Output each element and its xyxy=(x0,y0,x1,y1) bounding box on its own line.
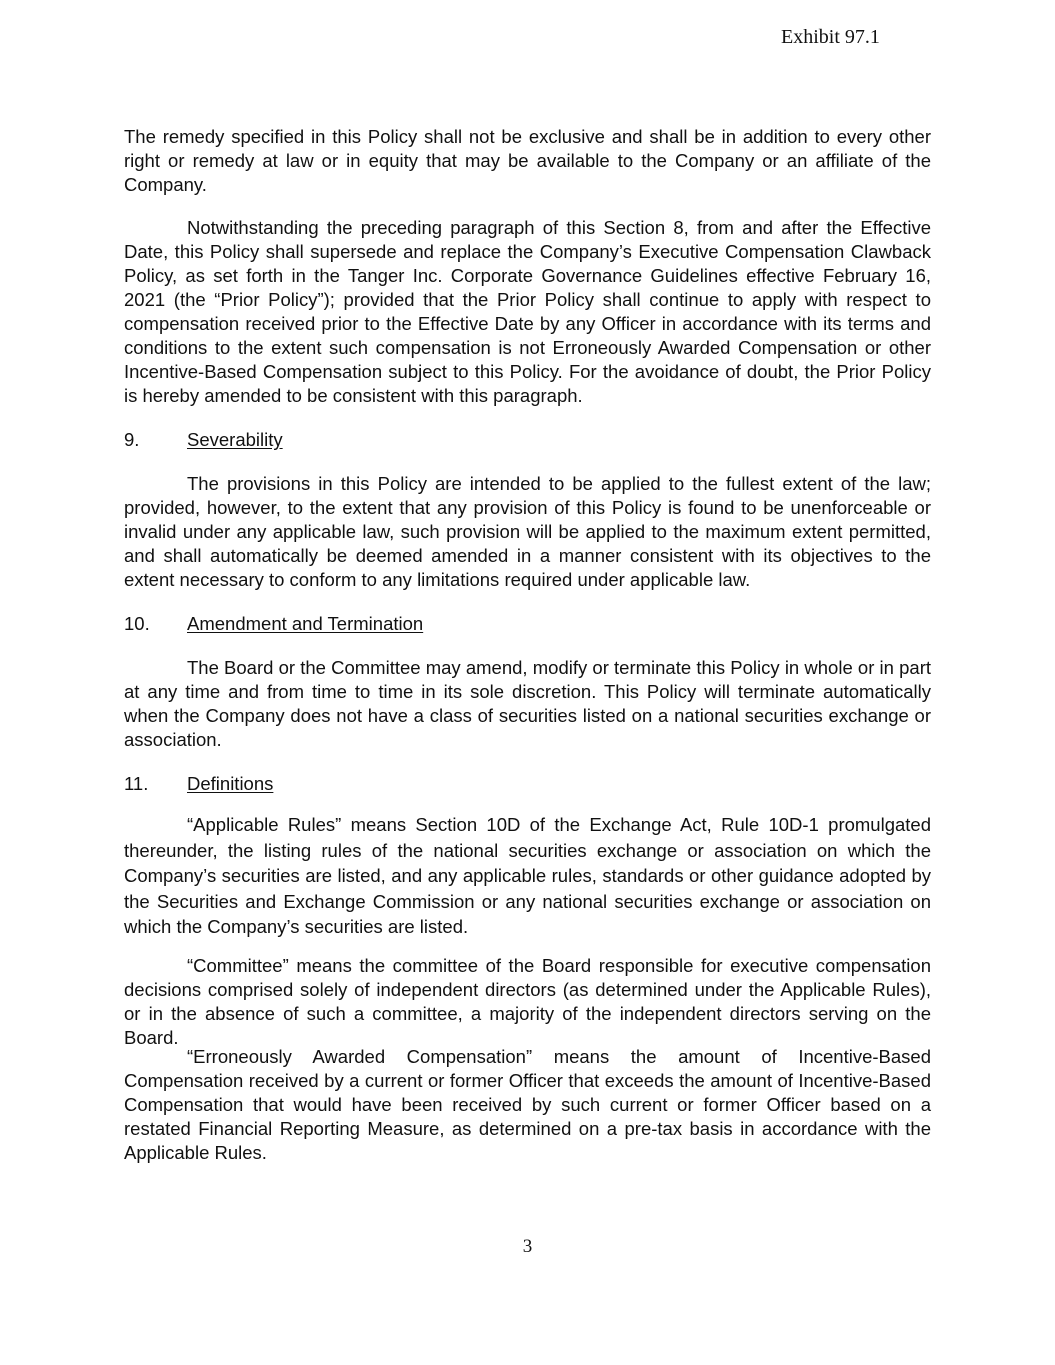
section-number: 9. xyxy=(124,429,140,450)
erroneously-awarded-text: “Erroneously Awarded Compensation” means the amount of Incentive-Based Compensation received by a current or former Officer that exceeds the amount of Incentive-Based Compensation that would have been received by such current or former Officer based on a restated Financial Reporting Measure, as determined on a pre-tax basis in accordance with the Applicable Rules. xyxy=(124,1046,931,1163)
section-title: Severability xyxy=(187,429,283,450)
page-number: 3 xyxy=(522,1236,533,1257)
severability-text: The provisions in this Policy are intended to be applied to the fullest extent of the law; provided, however, to the extent that any provision of this Policy is found to be unenforceable or invalid under any applicable law, such provision will be applied to the maximum extent permitted, and shall automatically be deemed amended in a manner consistent with its objectives to the extent necessary to conform to any limitations required under applicable law. xyxy=(124,473,931,590)
amendment-paragraph xyxy=(124,656,931,752)
section-heading-definitions xyxy=(124,772,273,796)
section-heading-amendment xyxy=(124,612,423,636)
applicable-rules-text: “Applicable Rules” means Section 10D of the Exchange Act, Rule 10D-1 promulgated thereunder, the listing rules of the national securities exchange or association on which the Company’s securities are listed, and any applicable rules, standards or other guidance adopted by the Securities and Exchange Commission or any national securities exchange or association on which the Company’s securities are listed. xyxy=(124,814,931,937)
remedy-paragraph xyxy=(124,125,931,197)
amendment-text: The Board or the Committee may amend, modify or terminate this Policy in whole or in part at any time and from time to time in its sole discretion. This Policy will terminate automatically when the Company does not have a class of securities listed on a national securities exchange or association. xyxy=(124,657,931,750)
section-number: 10. xyxy=(124,613,150,634)
section-heading-severability xyxy=(124,428,283,452)
exhibit-label: Exhibit 97.1 xyxy=(781,26,880,48)
section-number: 11. xyxy=(124,773,149,794)
remedy-text: The remedy specified in this Policy shall not be exclusive and shall be in addition to every other right or remedy at law or in equity that may be available to the Company or an affiliate of the Company. xyxy=(124,126,931,195)
notwithstanding-paragraph xyxy=(124,216,931,408)
section-title: Amendment and Termination xyxy=(187,613,424,634)
committee-paragraph xyxy=(124,954,931,1050)
notwithstanding-text: Notwithstanding the preceding paragraph of this Section 8, from and after the Effective Date, this Policy shall supersede and replace the Company’s Executive Compensation Clawback Policy, as set forth in the Tanger Inc. Corporate Governance Guidelines effective February 16, 2021 (the “Prior Policy”); provided that the Prior Policy shall continue to apply with respect to compensation received prior to the Effective Date by any Officer in accordance with its terms and conditions to the extent such compensation is not Erroneously Awarded Compensation or other Incentive-Based Compensation subject to this Policy. For the avoidance of doubt, the Prior Policy is hereby amended to be consistent with this paragraph. xyxy=(124,217,931,406)
committee-text: “Committee” means the committee of the Board responsible for executive compensation decisions comprised solely of independent directors (as determined under the Applicable Rules), or in the absence of such a committee, a majority of the independent directors serving on the Board. xyxy=(124,955,931,1048)
section-title: Definitions xyxy=(187,773,274,794)
severability-paragraph xyxy=(124,472,931,592)
erroneously-awarded-paragraph xyxy=(124,1045,931,1165)
applicable-rules-paragraph xyxy=(124,812,931,940)
